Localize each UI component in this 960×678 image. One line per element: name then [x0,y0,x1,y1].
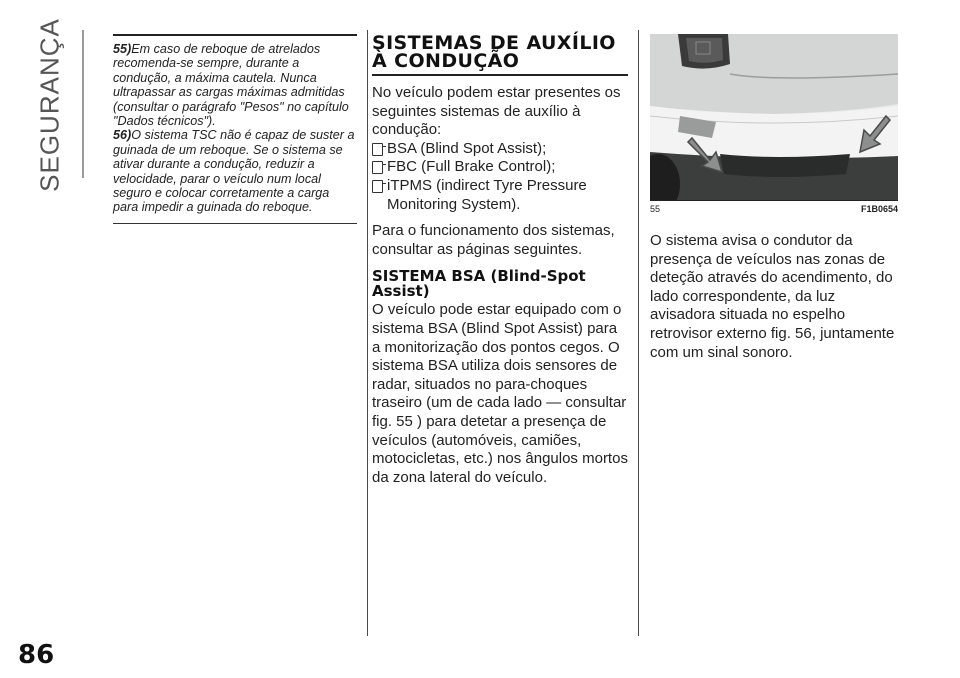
figure-55-image [650,34,898,200]
list-item [372,140,628,159]
list-item [372,177,628,214]
page-ref-icon [372,143,383,156]
bsa-subheading: SISTEMA BSA (Blind-Spot Assist) [372,267,586,301]
warning-text: O sistema TSC não é capaz de suster a guinada de um reboque. Se o sistema se ativar durante a condução, reduzir a velocidade, parar o veículo num local seguro e colocar corretamente a carga para impedir a guinada do reboque. [113,128,355,215]
column-divider-2 [638,30,639,636]
warnings-top-rule [113,34,357,36]
bsa-paragraph: O veículo pode estar equipado com o sistema BSA (Blind Spot Assist) para a monitorização dos pontos cegos. O sistema BSA utiliza dois sensores de radar, situados no para-choques traseiro (um de cada lado — consultar fig. 55 ) para detetar a presença de veículos (automóveis, camiões, motocicletas, etc.) nos ângulos mortos da zona lateral do veículo. [372,301,628,486]
page-ref-icon [372,180,383,193]
page-number: 86 [18,640,55,670]
main-column [372,34,628,495]
figure-number: 55 [650,204,661,214]
warning-56 [113,128,357,214]
column-divider-1 [367,30,368,636]
list-item [372,158,628,177]
figure-code: F1B0654 [860,204,898,214]
rear-bumper-photo [650,34,898,200]
warning-number: 55) [113,42,132,56]
section-side-label [22,18,78,192]
page-ref-icon [372,161,383,174]
figure-caption [650,200,898,214]
warning-55 [113,42,357,128]
warnings-box [113,42,357,224]
warning-light-paragraph: O sistema avisa o condutor da presença de veículos nas zonas de deteção através do acendimento, do lado correspondente, da luz avisadora situada no espelho retrovisor externo fig. 56, juntamente com um sinal sonoro. [650,232,895,361]
warning-number: 56) [113,128,132,143]
list-item-text: iTPMS (indirect Tyre Pressure Monitoring System). [387,176,587,213]
section-label: SEGURANÇA [34,18,65,192]
intro-paragraph: No veículo podem estar presentes os seguintes sistemas de auxílio à condução: [372,84,621,139]
list-item-text: FBC (Full Brake Control); [387,158,556,176]
warnings-column [113,34,357,224]
section-heading: SISTEMAS DE AUXÍLIO À CONDUÇÃO [372,34,628,76]
systems-list [372,140,628,214]
warning-text: Em caso de reboque de atrelados recomenda-se sempre, durante a condução, a máxima cautela. Nunca ultrapassar as cargas máximas admitidas (consultar o parágrafo "Pesos" no capítulo "Dados técnicos"). [113,42,349,129]
list-item-text: BSA (Blind Spot Assist); [387,139,547,157]
right-column [650,34,898,370]
side-rule [82,30,84,178]
see-pages-paragraph: Para o funcionamento dos sistemas, consultar as páginas seguintes. [372,222,615,258]
